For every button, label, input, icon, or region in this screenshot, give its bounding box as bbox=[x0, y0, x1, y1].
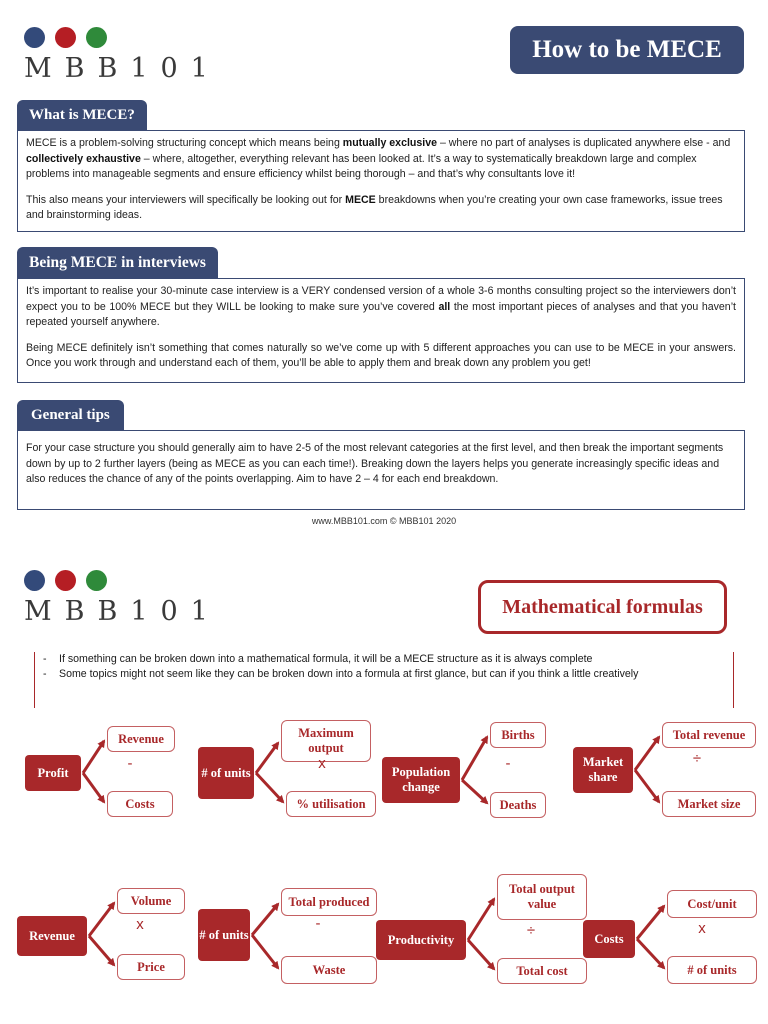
formula-operator: x bbox=[698, 920, 706, 937]
formula-top-node: Volume bbox=[117, 888, 185, 914]
text: the most important pieces of analyses and that you haven’t repeated yourself anywhere. bbox=[26, 300, 736, 328]
bullet-item: - Some topics might not seem like they can be broken down into a formula at first glance, but can if you think a little creatively bbox=[59, 667, 717, 682]
arrow-to-top bbox=[462, 737, 487, 780]
arrow-to-top bbox=[252, 904, 278, 935]
arrow-to-top bbox=[635, 737, 659, 770]
bold-text: collectively exhaustive bbox=[26, 152, 141, 165]
logo-text: MBB101 bbox=[24, 53, 221, 84]
bullet-item: - If something can be broken down into a mathematical formula, it will be a MECE structure as it is always complete bbox=[59, 652, 717, 667]
formula-root-node: # of units bbox=[198, 909, 250, 961]
formula-operator: - bbox=[127, 755, 133, 772]
formula-top-node: Total output value bbox=[497, 874, 587, 920]
formula-operator: x bbox=[136, 916, 144, 933]
section-heading-general-tips: General tips bbox=[17, 400, 124, 430]
page-footer: www.MBB101.com © MBB101 2020 bbox=[311, 516, 457, 526]
text: It’s important to realise your 30-minute case interview is a VERY condensed version of a whole 3-6 months consulting project so the interviewers don’t expect you to be 100% MECE but they WILL be looking to make sure you’ve covered bbox=[26, 285, 736, 313]
text: MECE is a problem-solving structuring concept which means being bbox=[26, 137, 343, 149]
bold-text: all bbox=[438, 300, 451, 313]
formula-operator: x bbox=[318, 755, 326, 772]
arrow-to-top bbox=[637, 906, 664, 939]
arrow-to-bottom bbox=[637, 939, 664, 968]
section-heading-what-is-mece: What is MECE? bbox=[17, 100, 147, 130]
arrow-to-top bbox=[89, 903, 114, 936]
arrow-to-bottom bbox=[462, 780, 487, 803]
formula-root-node: Revenue bbox=[17, 916, 87, 956]
formula-top-node: Total produced bbox=[281, 888, 377, 916]
formula-bottom-node: Deaths bbox=[490, 792, 546, 818]
formula-root-node: Costs bbox=[583, 920, 635, 958]
formula-operator: ÷ bbox=[526, 922, 536, 939]
formula-bottom-node: Price bbox=[117, 954, 185, 980]
bold-text: mutually exclusive bbox=[342, 137, 437, 149]
arrow-to-bottom bbox=[83, 773, 104, 802]
formula-operator: ÷ bbox=[692, 750, 702, 767]
formula-top-node: Maximum output bbox=[281, 720, 371, 762]
text: – where no part of analyses is duplicated anywhere else - and bbox=[437, 137, 731, 149]
formula-bottom-node: Market size bbox=[662, 791, 756, 817]
paragraph: For your case structure you should generally aim to have 2-5 of the most relevant categories at the first level, and then break the important segments down by up to 2 further layers (being as MECE as you can each time!). Breaking down the layers helps you generate increasingly specific ideas and also reduces the chance of any of the points overlapping. Aim to have 2 – 4 for each end breakdown. bbox=[26, 442, 724, 485]
arrow-to-bottom bbox=[468, 940, 494, 969]
formula-top-node: Cost/unit bbox=[667, 890, 757, 918]
bold-text: MECE bbox=[345, 193, 376, 206]
arrow-to-bottom bbox=[89, 936, 114, 965]
arrow-to-bottom bbox=[635, 770, 659, 802]
paragraph: Being MECE definitely isn’t something that comes naturally so we’ve come up with 5 different approaches you can use to be MECE in your answers. Once you work through and understand each of them, you’ll be able to apply them and break down any problem you get! bbox=[26, 341, 736, 369]
formula-bottom-node: % utilisation bbox=[286, 791, 376, 817]
formula-bottom-node: Costs bbox=[107, 791, 173, 817]
formula-root-node: Profit bbox=[25, 755, 81, 791]
text: breakdowns when you’re creating your own case frameworks, issue trees and brainstorming ideas. bbox=[26, 193, 723, 221]
formula-root-node: Market share bbox=[573, 747, 633, 793]
arrow-to-top bbox=[468, 899, 494, 940]
formula-top-node: Revenue bbox=[107, 726, 175, 752]
arrow-to-bottom bbox=[256, 773, 283, 802]
text: – where, altogether, everything relevant has been looked at. It’s a way to systematically breakdown large and complex problems into manageable segments and ensure efficiency whilst being thorough – and that’s why consultants love it! bbox=[26, 152, 697, 180]
formula-top-node: Births bbox=[490, 722, 546, 748]
formula-operator: - bbox=[315, 915, 321, 932]
formula-root-node: Population change bbox=[382, 757, 460, 803]
formula-operator: - bbox=[505, 755, 511, 772]
formula-root-node: # of units bbox=[198, 747, 254, 799]
formula-root-node: Productivity bbox=[376, 920, 466, 960]
page-title: How to be MECE bbox=[510, 26, 744, 74]
section-heading-mece-interviews: Being MECE in interviews bbox=[17, 247, 218, 278]
arrow-to-bottom bbox=[252, 935, 278, 968]
section-title-mathematical-formulas: Mathematical formulas bbox=[478, 580, 727, 634]
arrow-to-top bbox=[256, 743, 278, 773]
arrow-to-top bbox=[83, 741, 104, 773]
formula-bottom-node: # of units bbox=[667, 956, 757, 984]
text: This also means your interviewers will specifically be looking out for bbox=[26, 193, 346, 206]
formula-top-node: Total revenue bbox=[662, 722, 756, 748]
formula-bottom-node: Total cost bbox=[497, 958, 587, 984]
logo-text: MBB101 bbox=[24, 596, 221, 627]
formula-bottom-node: Waste bbox=[281, 956, 377, 984]
